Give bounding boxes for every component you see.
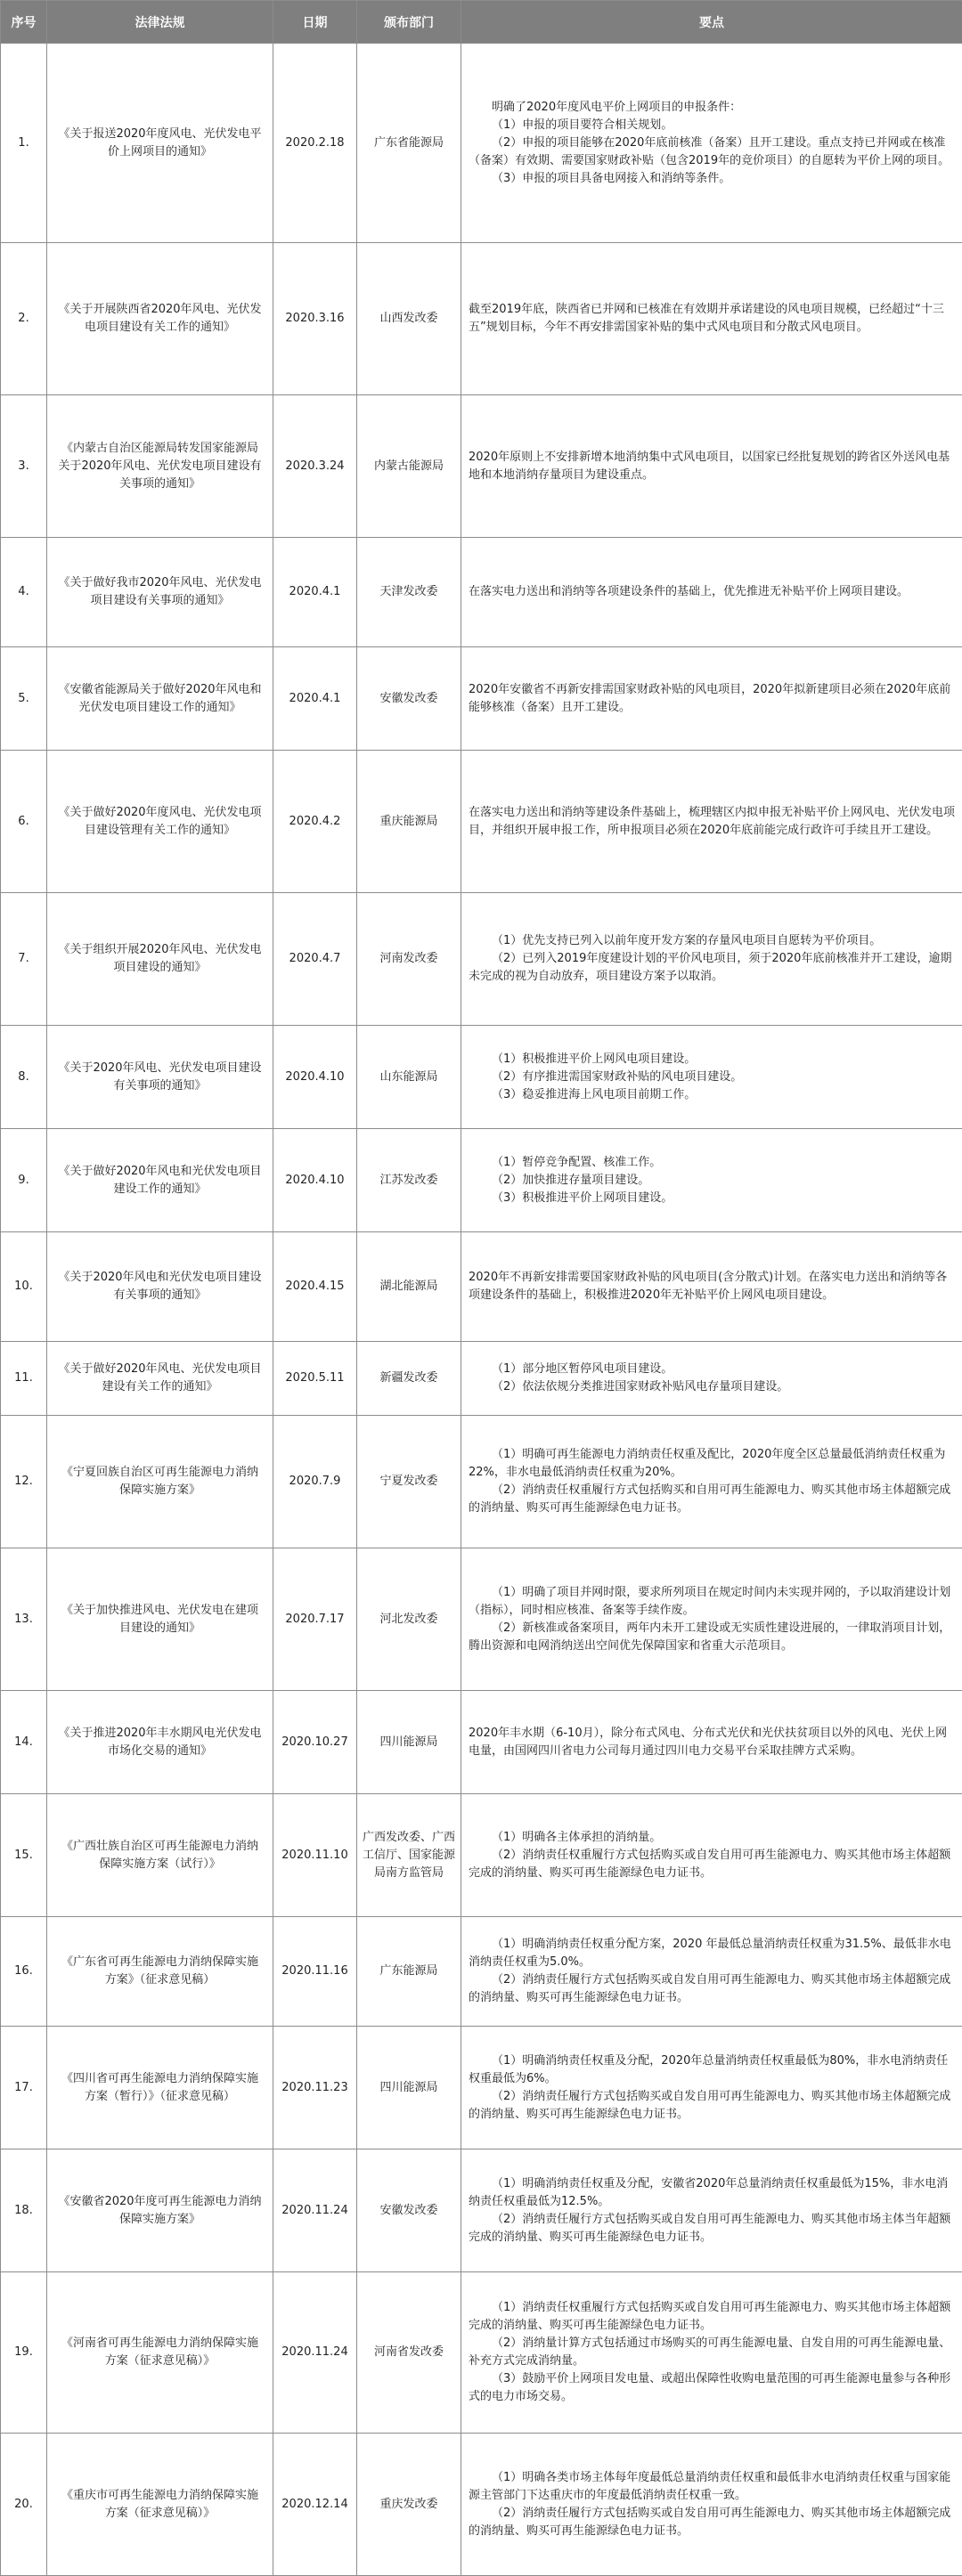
row-number: 1.: [1, 44, 47, 243]
row-number: 18.: [1, 2149, 47, 2272]
issue-date: 2020.4.7: [273, 893, 357, 1026]
key-point-line: （2）消纳责任履行方式包括购买或自发自用可再生能源电力、购买其他市场主体超额完成的消纳量、购买可再生能源绿色电力证书。: [469, 2088, 955, 2124]
table-row: [1, 2434, 962, 2576]
row-number: 17.: [1, 2027, 47, 2149]
row-number: 6.: [1, 751, 47, 893]
law-title: 《广东省可再生能源电力消纳保障实施方案》（征求意见稿）: [47, 1917, 273, 2027]
key-point-line: （3）鼓励平价上网项目发电量、或超出保障性收购电量范围的可再生能源电量参与各种形式的电力市场交易。: [469, 2370, 955, 2406]
key-points: [461, 893, 962, 1026]
issuing-department: 宁夏发改委: [357, 1416, 461, 1548]
law-title: 《内蒙古自治区能源局转发国家能源局关于2020年风电、光伏发电项目建设有关事项的通知》: [47, 395, 273, 538]
key-point-line: （1）明确消纳责任权重及分配，2020年总量消纳责任权重最低为80%，非水电消纳责任权重最低为6%。: [469, 2052, 955, 2088]
key-point-line: （2）消纳量计算方式包括通过市场购买的可再生能源电量、自发自用的可再生能源电量、补充方式完成消纳量。: [469, 2335, 955, 2370]
law-title: 《关于做好2020年风电、光伏发电项目建设有关工作的通知》: [47, 1342, 273, 1416]
key-point-line: （2）消纳责任权重履行方式包括购买或自发自用可再生能源电力、购买其他市场主体超额完成的消纳量、购买可再生能源绿色电力证书。: [469, 1847, 955, 1882]
issuing-department: 山西发改委: [357, 243, 461, 395]
row-number: 14.: [1, 1691, 47, 1794]
table-row: [1, 893, 962, 1026]
issuing-department: 新疆发改委: [357, 1342, 461, 1416]
key-point-line: （1）明确了项目并网时限，要求所列项目在规定时间内未实现并网的，予以取消建设计划（指标），同时相应核准、备案等手续作废。: [469, 1584, 955, 1620]
row-number: 10.: [1, 1232, 47, 1342]
key-point-line: 明确了2020年度风电平价上网项目的申报条件：: [469, 99, 955, 117]
table-row: [1, 1416, 962, 1548]
law-title: 《关于做好我市2020年风电、光伏发电项目建设有关事项的通知》: [47, 538, 273, 647]
key-point-line: （2）已列入2019年度建设计划的平价风电项目，须于2020年底前核准并开工建设，逾期未完成的视为自动放弃，项目建设方案予以取消。: [469, 950, 955, 986]
key-points: [461, 1026, 962, 1129]
issuing-department: 重庆能源局: [357, 751, 461, 893]
issue-date: 2020.11.24: [273, 2149, 357, 2272]
law-title: 《关于2020年风电、光伏发电项目建设有关事项的通知》: [47, 1026, 273, 1129]
issuing-department: 内蒙古能源局: [357, 395, 461, 538]
issuing-department: 天津发改委: [357, 538, 461, 647]
issuing-department: 广东省能源局: [357, 44, 461, 243]
key-points: [461, 2272, 962, 2434]
header-date: 日期: [273, 1, 357, 44]
row-number: 2.: [1, 243, 47, 395]
key-point-line: （1）消纳责任权重履行方式包括购买或自发自用可再生能源电力、购买其他市场主体超额完成的消纳量、购买可再生能源绿色电力证书。: [469, 2299, 955, 2335]
issue-date: 2020.11.16: [273, 1917, 357, 2027]
row-number: 5.: [1, 647, 47, 751]
row-number: 3.: [1, 395, 47, 538]
row-number: 9.: [1, 1129, 47, 1232]
key-points: [461, 1691, 962, 1794]
law-title: 《重庆市可再生能源电力消纳保障实施方案（征求意见稿）》: [47, 2434, 273, 2576]
key-points: [461, 2434, 962, 2576]
table-body: [1, 44, 962, 2576]
row-number: 15.: [1, 1794, 47, 1917]
issue-date: 2020.4.1: [273, 538, 357, 647]
issuing-department: 重庆发改委: [357, 2434, 461, 2576]
key-point-line: （1）明确各主体承担的消纳量。: [469, 1829, 955, 1847]
issuing-department: 四川能源局: [357, 2027, 461, 2149]
table-row: [1, 243, 962, 395]
key-point-line: （1）明确可再生能源电力消纳责任权重及配比，2020年度全区总量最低消纳责任权重为22%，非水电最低消纳责任权重为20%。: [469, 1446, 955, 1482]
table-row: [1, 1026, 962, 1129]
law-title: 《河南省可再生能源电力消纳保障实施方案（征求意见稿）》: [47, 2272, 273, 2434]
issuing-department: 江苏发改委: [357, 1129, 461, 1232]
key-points: [461, 1917, 962, 2027]
issue-date: 2020.3.16: [273, 243, 357, 395]
key-point-line: （1）明确各类市场主体每年度最低总量消纳责任权重和最低非水电消纳责任权重与国家能源主管部门下达重庆市的年度最低消纳责任权重一致。: [469, 2469, 955, 2505]
issuing-department: 安徽发改委: [357, 647, 461, 751]
issue-date: 2020.10.27: [273, 1691, 357, 1794]
table-row: [1, 1342, 962, 1416]
issuing-department: 安徽发改委: [357, 2149, 461, 2272]
issuing-department: 河南发改委: [357, 893, 461, 1026]
table-row: [1, 1548, 962, 1691]
key-point-line: 截至2019年底，陕西省已并网和已核准在有效期并承诺建设的风电项目规模，已经超过“十三五”规划目标，今年不再安排需国家补贴的集中式风电项目和分散式风电项目。: [469, 301, 955, 337]
law-title: 《关于做好2020年度风电、光伏发电项目建设管理有关工作的通知》: [47, 751, 273, 893]
key-point-line: 2020年丰水期（6-10月），除分布式风电、分布式光伏和光伏扶贫项目以外的风电、光伏上网电量，由国网四川省电力公司每月通过四川电力交易平台采取挂牌方式采购。: [469, 1725, 955, 1760]
key-point-line: （2）有序推进需国家财政补贴的风电项目建设。: [469, 1069, 955, 1086]
issuing-department: 广东能源局: [357, 1917, 461, 2027]
issuing-department: 河北发改委: [357, 1548, 461, 1691]
key-point-line: （2）消纳责任履行方式包括购买或自发自用可再生能源电力、购买其他市场主体超额完成的消纳量、购买可再生能源绿色电力证书。: [469, 2505, 955, 2540]
table-row: [1, 1232, 962, 1342]
table-row: [1, 395, 962, 538]
law-title: 《安徽省2020年度可再生能源电力消纳保障实施方案》: [47, 2149, 273, 2272]
key-point-line: （1）明确消纳责任权重分配方案，2020 年最低总量消纳责任权重为31.5%、最低非水电消纳责任权重为5.0%。: [469, 1936, 955, 1971]
key-points: [461, 1416, 962, 1548]
table-header: [1, 1, 962, 44]
key-points: [461, 1129, 962, 1232]
key-point-line: （2）消纳责任履行方式包括购买或自发自用可再生能源电力、购买其他市场主体当年超额完成的消纳量、购买可再生能源绿色电力证书。: [469, 2211, 955, 2247]
law-title: 《四川省可再生能源电力消纳保障实施方案（暂行）》（征求意见稿）: [47, 2027, 273, 2149]
issue-date: 2020.4.10: [273, 1129, 357, 1232]
law-title: 《关于报送2020年度风电、光伏发电平价上网项目的通知》: [47, 44, 273, 243]
issue-date: 2020.12.14: [273, 2434, 357, 2576]
key-points: [461, 243, 962, 395]
key-point-line: （2）消纳责任履行方式包括购买或自发自用可再生能源电力、购买其他市场主体超额完成的消纳量、购买可再生能源绿色电力证书。: [469, 1971, 955, 2007]
table-row: [1, 538, 962, 647]
table-row: [1, 44, 962, 243]
row-number: 8.: [1, 1026, 47, 1129]
row-number: 16.: [1, 1917, 47, 2027]
key-points: [461, 1794, 962, 1917]
law-title: 《宁夏回族自治区可再生能源电力消纳保障实施方案》: [47, 1416, 273, 1548]
key-point-line: （3）积极推进平价上网项目建设。: [469, 1190, 955, 1207]
header-num: 序号: [1, 1, 47, 44]
law-title: 《关于推进2020年丰水期风电光伏发电市场化交易的通知》: [47, 1691, 273, 1794]
table-row: [1, 1129, 962, 1232]
row-number: 7.: [1, 893, 47, 1026]
issue-date: 2020.7.9: [273, 1416, 357, 1548]
law-title: 《关于开展陕西省2020年风电、光伏发电项目建设有关工作的通知》: [47, 243, 273, 395]
issue-date: 2020.4.10: [273, 1026, 357, 1129]
row-number: 19.: [1, 2272, 47, 2434]
key-point-line: （2）申报的项目能够在2020年底前核准（备案）且开工建设。重点支持已并网或在核准（备案）有效期、需要国家财政补贴（包含2019年的竞价项目）的自愿转为平价上网的项目。: [469, 134, 955, 170]
issue-date: 2020.7.17: [273, 1548, 357, 1691]
issuing-department: 河南省发改委: [357, 2272, 461, 2434]
key-points: [461, 647, 962, 751]
row-number: 20.: [1, 2434, 47, 2576]
key-point-line: 2020年安徽省不再新安排需国家财政补贴的风电项目，2020年拟新建项目必须在2020年底前能够核准（备案）且开工建设。: [469, 681, 955, 717]
law-title: 《广西壮族自治区可再生能源电力消纳保障实施方案（试行）》: [47, 1794, 273, 1917]
key-points: [461, 2027, 962, 2149]
law-title: 《关于做好2020年风电和光伏发电项目建设工作的通知》: [47, 1129, 273, 1232]
row-number: 12.: [1, 1416, 47, 1548]
key-points: [461, 1548, 962, 1691]
key-point-line: （1）部分地区暂停风电项目建设。: [469, 1361, 955, 1378]
issuing-department: 湖北能源局: [357, 1232, 461, 1342]
law-title: 《关于组织开展2020年风电、光伏发电项目建设的通知》: [47, 893, 273, 1026]
issue-date: 2020.11.24: [273, 2272, 357, 2434]
key-point-line: （1）积极推进平价上网风电项目建设。: [469, 1051, 955, 1069]
key-point-line: （1）申报的项目要符合相关规划。: [469, 117, 955, 134]
key-point-line: 2020年不再新安排需要国家财政补贴的风电项目(含分散式)计划。在落实电力送出和消纳等各项建设条件的基础上，积极推进2020年无补贴平价上网风电项目建设。: [469, 1269, 955, 1304]
issue-date: 2020.2.18: [273, 44, 357, 243]
table-row: [1, 1691, 962, 1794]
table-row: [1, 2272, 962, 2434]
key-point-line: （2）依法依规分类推进国家财政补贴风电存量项目建设。: [469, 1378, 955, 1396]
issue-date: 2020.4.15: [273, 1232, 357, 1342]
key-point-line: （1）优先支持已列入以前年度开发方案的存量风电项目自愿转为平价项目。: [469, 932, 955, 950]
key-points: [461, 395, 962, 538]
law-title: 《安徽省能源局关于做好2020年风电和光伏发电项目建设工作的通知》: [47, 647, 273, 751]
law-title: 《关于加快推进风电、光伏发电在建项目建设的通知》: [47, 1548, 273, 1691]
row-number: 4.: [1, 538, 47, 647]
key-points: [461, 1232, 962, 1342]
key-point-line: （3）申报的项目具备电网接入和消纳等条件。: [469, 170, 955, 188]
key-point-line: （1）暂停竞争配置、核准工作。: [469, 1154, 955, 1172]
row-number: 13.: [1, 1548, 47, 1691]
header-dept: 颁布部门: [357, 1, 461, 44]
key-points: [461, 44, 962, 243]
key-point-line: （2）加快推进存量项目建设。: [469, 1172, 955, 1190]
issue-date: 2020.3.24: [273, 395, 357, 538]
key-point-line: 在落实电力送出和消纳等各项建设条件的基础上，优先推进无补贴平价上网项目建设。: [469, 583, 955, 601]
key-points: [461, 2149, 962, 2272]
key-point-line: （2）消纳责任权重履行方式包括购买和自用可再生能源电力、购买其他市场主体超额完成的消纳量、购买可再生能源绿色电力证书。: [469, 1482, 955, 1517]
law-title: 《关于2020年风电和光伏发电项目建设有关事项的通知》: [47, 1232, 273, 1342]
issue-date: 2020.11.23: [273, 2027, 357, 2149]
issuing-department: 山东能源局: [357, 1026, 461, 1129]
key-points: [461, 1342, 962, 1416]
table-row: [1, 1794, 962, 1917]
header-row: [1, 1, 962, 44]
header-law: 法律法规: [47, 1, 273, 44]
issue-date: 2020.11.10: [273, 1794, 357, 1917]
issuing-department: 四川能源局: [357, 1691, 461, 1794]
issue-date: 2020.5.11: [273, 1342, 357, 1416]
issuing-department: 广西发改委、广西工信厅、国家能源局南方监管局: [357, 1794, 461, 1917]
row-number: 11.: [1, 1342, 47, 1416]
key-point-line: （1）明确消纳责任权重及分配，安徽省2020年总量消纳责任权重最低为15%，非水电消纳责任权重最低为12.5%。: [469, 2175, 955, 2211]
key-point-line: 在落实电力送出和消纳等建设条件基础上，梳理辖区内拟申报无补贴平价上网风电、光伏发电项目，并组织开展申报工作，所申报项目必须在2020年底前能完成行政许可手续且开工建设。: [469, 804, 955, 840]
key-points: [461, 751, 962, 893]
table-row: [1, 2027, 962, 2149]
issue-date: 2020.4.2: [273, 751, 357, 893]
header-points: 要点: [461, 1, 962, 44]
table-row: [1, 2149, 962, 2272]
table-row: [1, 751, 962, 893]
key-points: [461, 538, 962, 647]
table-row: [1, 647, 962, 751]
issue-date: 2020.4.1: [273, 647, 357, 751]
key-point-line: （3）稳妥推进海上风电项目前期工作。: [469, 1086, 955, 1104]
key-point-line: 2020年原则上不安排新增本地消纳集中式风电项目，以国家已经批复规划的跨省区外送风电基地和本地消纳存量项目为建设重点。: [469, 449, 955, 484]
key-point-line: （2）新核准或备案项目，两年内未开工建设或无实质性建设进展的，一律取消项目计划，腾出资源和电网消纳送出空间优先保障国家和省重大示范项目。: [469, 1620, 955, 1655]
table-row: [1, 1917, 962, 2027]
